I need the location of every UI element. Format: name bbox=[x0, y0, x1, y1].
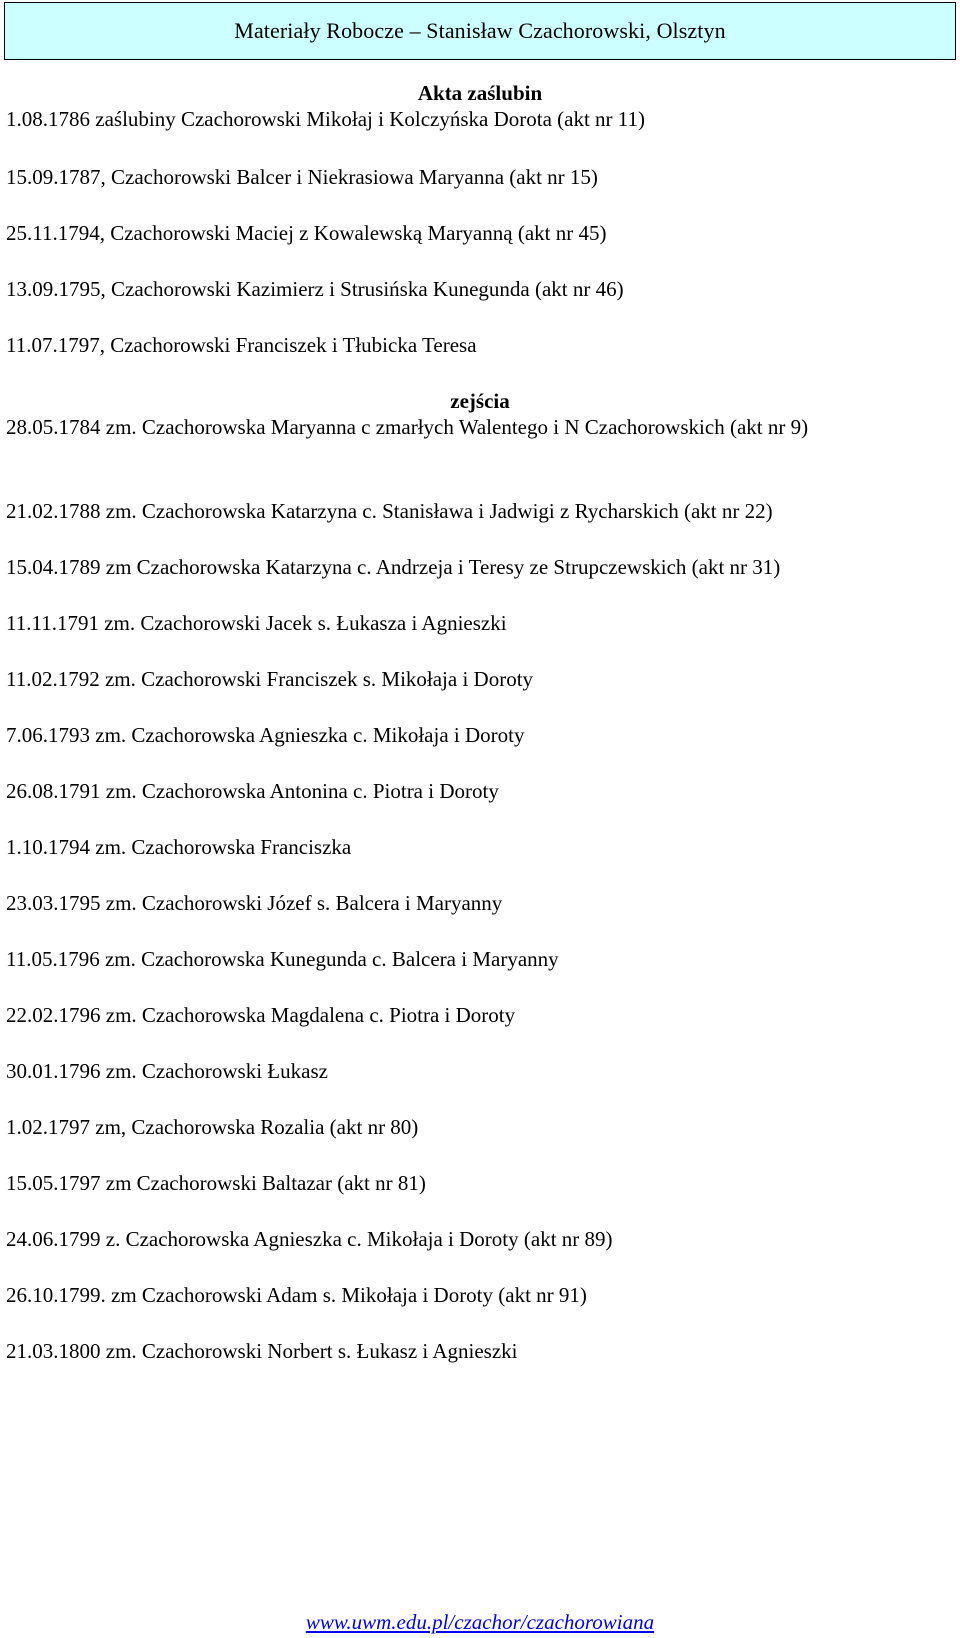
document-header bbox=[4, 2, 956, 60]
death-entry: 23.03.1795 zm. Czachorowski Józef s. Balcera i Maryanny bbox=[6, 891, 503, 915]
death-entry: 21.03.1800 zm. Czachorowski Norbert s. Łukasz i Agnieszki bbox=[6, 1339, 518, 1363]
death-entry: 21.02.1788 zm. Czachorowska Katarzyna c. Stanisława i Jadwigi z Rycharskich (akt nr 22) bbox=[6, 499, 773, 523]
header-title: Materiały Robocze – Stanisław Czachorowski, Olsztyn bbox=[234, 18, 726, 43]
deaths-heading: zejścia bbox=[450, 389, 510, 413]
death-entry: 15.04.1789 zm Czachorowska Katarzyna c. Andrzeja i Teresy ze Strupczewskich (akt nr 31) bbox=[6, 555, 781, 579]
death-entry: 15.05.1797 zm Czachorowski Baltazar (akt nr 81) bbox=[6, 1171, 426, 1195]
footer-website-link[interactable]: www.uwm.edu.pl/czachor/czachorowiana bbox=[305, 1610, 655, 1634]
marriage-entry: 25.11.1794, Czachorowski Maciej z Kowalewską Maryanną (akt nr 45) bbox=[6, 221, 607, 245]
marriage-entry: 1.08.1786 zaślubiny Czachorowski Mikołaj i Kolczyńska Dorota (akt nr 11) bbox=[6, 107, 646, 131]
marriage-entry: 13.09.1795, Czachorowski Kazimierz i Strusińska Kunegunda (akt nr 46) bbox=[6, 277, 624, 301]
death-entry: 7.06.1793 zm. Czachorowska Agnieszka c. Mikołaja i Doroty bbox=[6, 723, 525, 747]
marriage-entry: 15.09.1787, Czachorowski Balcer i Niekrasiowa Maryanna (akt nr 15) bbox=[6, 165, 598, 189]
death-entry: 26.10.1799. zm Czachorowski Adam s. Mikołaja i Doroty (akt nr 91) bbox=[6, 1283, 587, 1307]
marriage-entry: 11.07.1797, Czachorowski Franciszek i Tłubicka Teresa bbox=[6, 333, 477, 357]
death-entry: 11.05.1796 zm. Czachorowska Kunegunda c. Balcera i Maryanny bbox=[6, 947, 559, 971]
death-entry: 11.02.1792 zm. Czachorowski Franciszek s. Mikołaja i Doroty bbox=[6, 667, 534, 691]
death-entry: 1.10.1794 zm. Czachorowska Franciszka bbox=[6, 835, 352, 859]
marriages-heading: Akta zaślubin bbox=[417, 81, 543, 105]
death-entry: 30.01.1796 zm. Czachorowski Łukasz bbox=[6, 1059, 328, 1083]
death-entry: 11.11.1791 zm. Czachorowski Jacek s. Łukasza i Agnieszki bbox=[6, 611, 507, 635]
death-entry: 1.02.1797 zm, Czachorowska Rozalia (akt nr 80) bbox=[6, 1115, 419, 1139]
death-entry: 24.06.1799 z. Czachorowska Agnieszka c. Mikołaja i Doroty (akt nr 89) bbox=[6, 1227, 613, 1251]
death-entry: 22.02.1796 zm. Czachorowska Magdalena c. Piotra i Doroty bbox=[6, 1003, 516, 1027]
death-entry: 28.05.1784 zm. Czachorowska Maryanna c zmarłych Walentego i N Czachorowskich (akt nr 9) bbox=[6, 415, 809, 439]
death-entry: 26.08.1791 zm. Czachorowska Antonina c. Piotra i Doroty bbox=[6, 779, 499, 803]
